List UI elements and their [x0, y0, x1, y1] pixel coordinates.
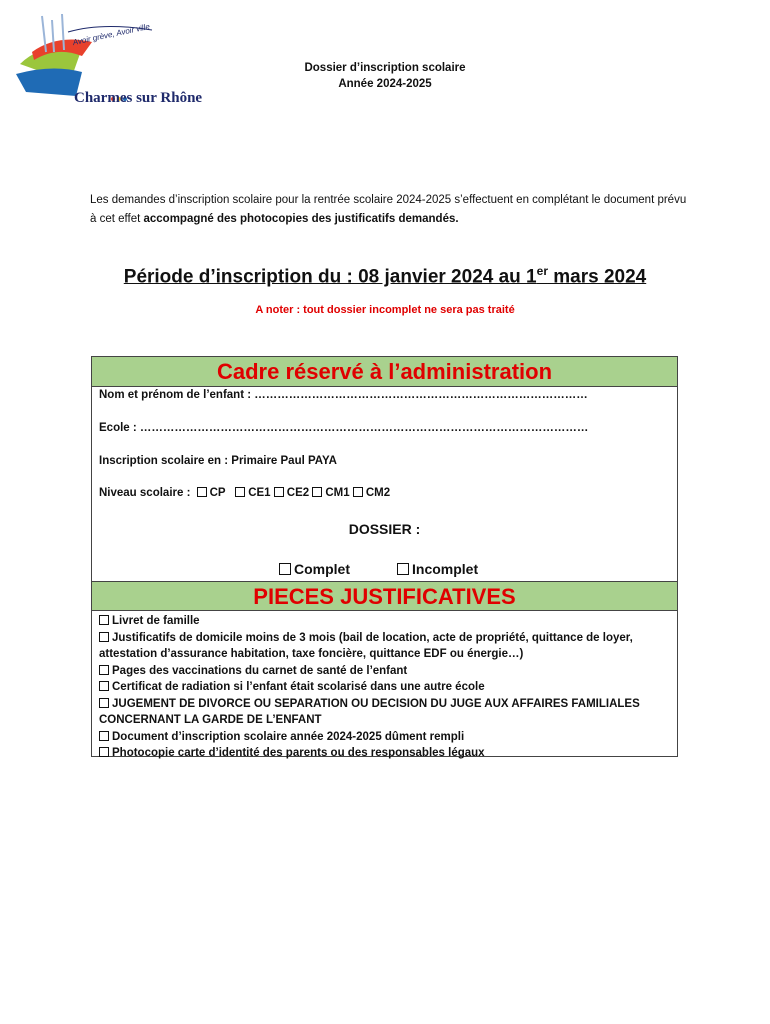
complet-label: Complet: [294, 561, 350, 577]
niveau-line: [99, 487, 390, 499]
period-after: mars 2024: [547, 266, 647, 288]
piece-item: [99, 663, 669, 680]
header-line2: Année 2024-2025: [338, 78, 432, 90]
niveau-cm2: CM2: [365, 487, 391, 499]
document-header: [250, 60, 520, 92]
checkbox-cm2[interactable]: [353, 487, 363, 497]
admin-title: Cadre réservé à l’administration: [92, 357, 677, 387]
piece-item: [99, 679, 669, 696]
piece-item: [99, 613, 669, 630]
piece-text: Justificatifs de domicile moins de 3 mois (bail de location, acte de propriété, quittance de loyer, attestation d’assurance habitation, taxe foncière, quittance EDF ou énergie…): [99, 631, 633, 660]
logo-name: Charmes sur Rhône: [74, 90, 203, 106]
niveau-cm1: CM1: [325, 487, 350, 499]
piece-text: Document d’inscription scolaire année 2024-2025 dûment rempli: [112, 730, 465, 743]
checkbox-piece-6[interactable]: [99, 731, 109, 741]
niveau-cp: CP: [209, 487, 226, 499]
checkbox-cp[interactable]: [197, 487, 207, 497]
intro-bold: accompagné des photocopies des justificatifs demandés.: [143, 213, 459, 225]
checkbox-piece-3[interactable]: [99, 665, 109, 675]
niveau-ce2: CE2: [286, 487, 310, 499]
piece-item: [99, 630, 669, 663]
piece-item: [99, 696, 669, 729]
incomplet-label: Incomplet: [412, 561, 479, 577]
checkbox-ce2[interactable]: [274, 487, 284, 497]
ecole-field: Ecole : ………………………………………………………………………………………………………: [99, 422, 589, 434]
checkbox-piece-1[interactable]: [99, 615, 109, 625]
header-line1: Dossier d’inscription scolaire: [304, 62, 466, 74]
piece-text: Photocopie carte d’identité des parents ou des responsables légaux: [112, 747, 485, 759]
logo-tagline: Avoir grève, Avoir ville: [71, 21, 151, 48]
note-warning: A noter : tout dossier incomplet ne sera pas traité: [255, 304, 515, 316]
checkbox-incomplet[interactable]: [397, 563, 409, 575]
piece-text: Livret de famille: [112, 615, 200, 627]
checkbox-piece-4[interactable]: [99, 681, 109, 691]
pieces-list: [99, 613, 669, 762]
incomplet-option[interactable]: [397, 561, 478, 577]
piece-item: [99, 729, 669, 746]
piece-item: [99, 745, 669, 762]
period-sup: er: [536, 264, 548, 278]
pieces-title: PIECES JUSTIFICATIVES: [92, 581, 677, 611]
piece-text: Pages des vaccinations du carnet de santé de l’enfant: [112, 664, 408, 677]
checkbox-piece-7[interactable]: [99, 747, 109, 757]
child-name-field: Nom et prénom de l’enfant : ……………………………………………………………………………: [99, 389, 588, 401]
checkbox-ce1[interactable]: [235, 487, 245, 497]
period-before: Période d’inscription du : 08 janvier 2024 au 1: [123, 266, 537, 288]
checkbox-complet[interactable]: [279, 563, 291, 575]
complet-option[interactable]: [279, 561, 350, 577]
piece-text: Certificat de radiation si l’enfant était scolarisé dans une autre école: [112, 681, 485, 693]
niveau-ce1: CE1: [248, 487, 271, 499]
checkbox-piece-2[interactable]: [99, 632, 109, 642]
dossier-label: DOSSIER :: [348, 521, 421, 537]
intro-paragraph: [90, 191, 690, 229]
checkbox-cm1[interactable]: [312, 487, 322, 497]
checkbox-piece-5[interactable]: [99, 698, 109, 708]
period-title: [0, 264, 770, 288]
inscription-line: Inscription scolaire en : Primaire Paul PAYA: [99, 455, 337, 467]
admin-box: [91, 356, 678, 757]
intro-text: Les demandes d’inscription scolaire pour la rentrée scolaire 2024-2025 s’effectuent en complétant le document prévu à cet effet: [90, 194, 687, 225]
niveau-label: Niveau scolaire :: [99, 487, 191, 499]
piece-text: JUGEMENT DE DIVORCE OU SEPARATION OU DECISION DU JUGE AUX AFFAIRES FAMILIALES CONCERNANT LA GARDE DE L’ENFANT: [99, 697, 640, 726]
